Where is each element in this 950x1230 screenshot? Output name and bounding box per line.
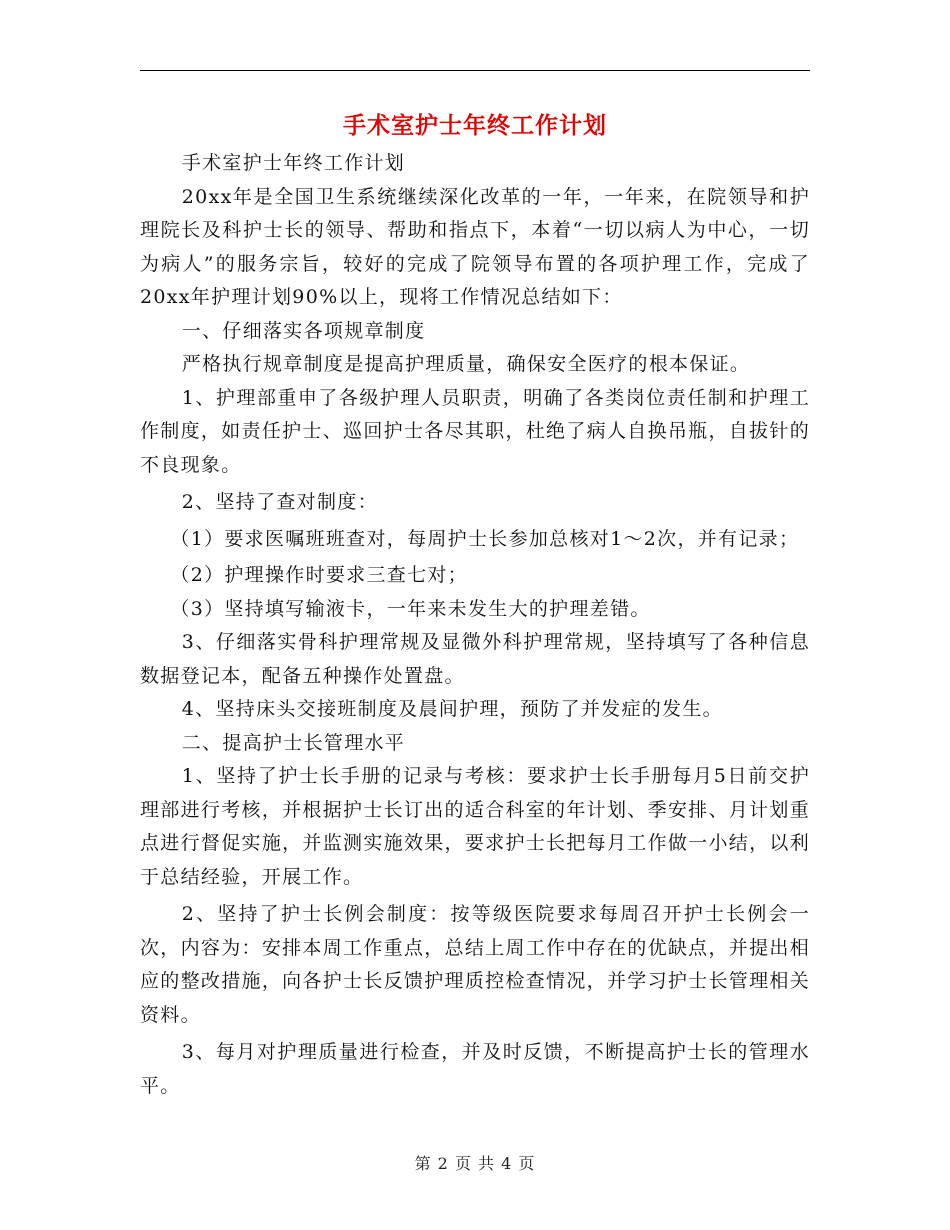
section-heading-1: 一、仔细落实各项规章制度 bbox=[181, 319, 426, 342]
paragraph: 2、坚持了护士长例会制度：按等级医院要求每周召开护士长例会一次，内容为：安排本周工作重点，总结上周工作中存在的优缺点，并提出相应的整改措施，向各护士长反馈护理质控检查情况，并学习护士长管理相关资料。 bbox=[140, 903, 810, 1026]
paragraph: 1、坚持了护士长手册的记录与考核：要求护士长手册每月5日前交护理部进行考核，并根据护士长订出的适合科室的年计划、季安排、月计划重点进行督促实施，并监测实施效果，要求护士长把每月工作做一小结，以利于总结经验，开展工作。 bbox=[140, 765, 810, 888]
paragraph: 4、坚持床头交接班制度及晨间护理，预防了并发症的发生。 bbox=[181, 698, 723, 720]
paragraph: 3、每月对护理质量进行检查，并及时反馈，不断提高护士长的管理水平。 bbox=[140, 1041, 810, 1097]
document-body bbox=[140, 147, 810, 1103]
header-rule bbox=[140, 70, 810, 71]
paragraph: 2、坚持了查对制度： bbox=[181, 491, 378, 513]
paragraph: 严格执行规章制度是提高护理质量，确保安全医疗的根本保证。 bbox=[181, 353, 751, 375]
document-title: 手术室护士年终工作计划 bbox=[343, 113, 607, 139]
paragraph-intro: 20xx年是全国卫生系统继续深化改革的一年，一年来，在院领导和护理院长及科护士长的领导、帮助和指点下，本着“一切以病人为中心，一切为病人”的服务宗旨，较好的完成了院领导布置的各项护理工作，完成了20xx年护理计划90%以上，现将工作情况总结如下： bbox=[140, 185, 810, 308]
section-heading-2: 二、提高护士长管理水平 bbox=[181, 731, 406, 754]
paragraph-subtitle: 手术室护士年终工作计划 bbox=[181, 152, 406, 174]
list-item: （2）护理操作时要求三查七对； bbox=[170, 564, 468, 586]
page-footer: 第 2 页 共 4 页 bbox=[414, 1154, 536, 1173]
list-item: （1）要求医嘱班班查对，每周护士长参加总核对1～2次，并有记录； bbox=[170, 527, 800, 550]
list-item: （3）坚持填写输液卡，一年来未发生大的护理差错。 bbox=[170, 597, 651, 620]
paragraph: 1、护理部重申了各级护理人员职责，明确了各类岗位责任制和护理工作制度，如责任护士、巡回护士各尽其职，杜绝了病人自换吊瓶，自拔针的不良现象。 bbox=[140, 386, 810, 476]
paragraph: 3、仔细落实骨科护理常规及显微外科护理常规，坚持填写了各种信息数据登记本，配备五种操作处置盘。 bbox=[140, 631, 810, 687]
